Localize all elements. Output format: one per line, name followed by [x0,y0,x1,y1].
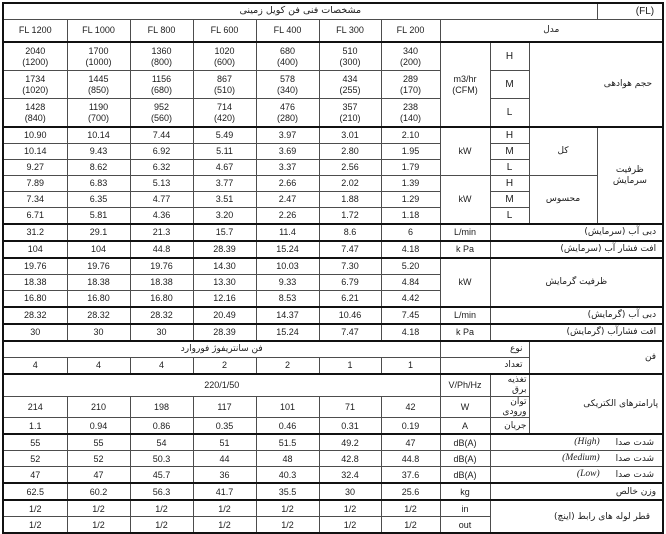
airflow-m3hr-value: 357 [342,102,358,113]
value-cell: 11.4 [256,224,319,241]
value-cell: 8.62 [67,160,130,176]
sound-label: شدت صدا [615,453,655,464]
sound-low-tag: (Low) [576,469,600,480]
airflow-m3hr-value: 714 [216,102,233,113]
value-cell: 40.3 [256,467,319,484]
value-cell: 12.16 [193,291,256,308]
value-cell: 28.39 [193,324,256,341]
value-cell: 3.20 [193,208,256,225]
pressure-drop-cooling-unit: k Pa [440,241,490,258]
value-cell: 55 [3,434,67,451]
value-cell: 30 [130,324,193,341]
value-cell: 15.24 [256,241,319,258]
value-cell: 35.5 [256,483,319,500]
speed-medium: M [490,144,529,160]
value-cell: 0.31 [319,418,381,435]
airflow-cfm-value: (800) [150,56,172,67]
value-cell: 18.38 [3,275,67,291]
pipe-diameter-label: قطر لوله های رابط (اینچ) [490,500,663,533]
value-cell: 8.53 [256,291,319,308]
airflow-m3hr-value: 1020 [214,46,235,57]
value-cell: 19.76 [67,258,130,275]
airflow-m3hr-value: 238 [402,102,419,113]
value-cell: 4.84 [381,275,440,291]
speed-medium: M [490,192,529,208]
sound-high-label [490,434,663,451]
airflow-cfm-value: (1000) [85,56,112,67]
value-cell: 10.14 [3,144,67,160]
pipe-in-unit: in [440,500,490,517]
value-cell: 1 [381,358,440,375]
airflow-cfm-value: (200) [399,56,421,67]
value-cell: 15.24 [256,324,319,341]
value-cell: 1/2 [256,517,319,534]
value-cell: 7.47 [319,324,381,341]
value-cell: 8.6 [319,224,381,241]
airflow-cell [381,99,440,128]
value-cell: 25.6 [381,483,440,500]
airflow-cfm-value: (1200) [22,56,49,67]
airflow-cell [3,99,67,128]
value-cell: 52 [3,451,67,467]
value-cell: 5.13 [130,176,193,192]
airflow-cell [67,99,130,128]
value-cell: 2.02 [319,176,381,192]
airflow-m3hr-value: 578 [279,74,296,85]
value-cell: 62.5 [3,483,67,500]
airflow-m3hr-value: 680 [279,46,296,57]
spec-table [2,2,664,534]
value-cell: 0.46 [256,418,319,435]
value-cell: 1/2 [130,500,193,517]
airflow-label: حجم هوادهی [529,42,663,127]
value-cell: 4.18 [381,241,440,258]
value-cell: 1.29 [381,192,440,208]
airflow-m3hr-value: 1190 [88,102,109,113]
value-cell: 36 [193,467,256,484]
airflow-cfm-value: (840) [24,112,46,123]
value-cell: 3.97 [256,127,319,144]
value-cell: 1/2 [193,500,256,517]
value-cell: 7.30 [319,258,381,275]
airflow-cell [319,99,381,128]
value-cell: 54 [130,434,193,451]
value-cell: 117 [193,396,256,418]
column-header-fl1000: FL 1000 [67,20,130,43]
value-cell: 14.30 [193,258,256,275]
net-weight-label: وزن خالص [490,483,663,500]
value-cell: 6.21 [319,291,381,308]
value-cell: 9.43 [67,144,130,160]
value-cell: 4 [67,358,130,375]
value-cell: 21.3 [130,224,193,241]
table-title: مشخصات فنی فن کویل زمینی [3,3,597,20]
value-cell: 104 [67,241,130,258]
airflow-m3hr-value: 1360 [151,46,172,57]
value-cell: 42.8 [319,451,381,467]
pressure-drop-cooling-label: افت فشار آب (سرمایش) [490,241,663,258]
value-cell: 5.11 [193,144,256,160]
value-cell: 3.37 [256,160,319,176]
value-cell: 7.44 [130,127,193,144]
value-cell: 2.66 [256,176,319,192]
value-cell: 10.03 [256,258,319,275]
heating-capacity-label: ظرفیت گرمایش [490,258,663,307]
value-cell: 1.95 [381,144,440,160]
sound-low-unit: dB(A) [440,467,490,484]
airflow-cfm-value: (280) [276,112,298,123]
column-header-fl400: FL 400 [256,20,319,43]
value-cell: 7.34 [3,192,67,208]
airflow-cfm-value: (340) [276,84,298,95]
value-cell: 4.18 [381,324,440,341]
value-cell: 47 [3,467,67,484]
value-cell: 4.36 [130,208,193,225]
value-cell: 1.88 [319,192,381,208]
value-cell: 1/2 [67,517,130,534]
value-cell: 50.3 [130,451,193,467]
value-cell: 9.33 [256,275,319,291]
airflow-m3hr-value: 1445 [88,74,109,85]
water-flow-cooling-unit: L/min [440,224,490,241]
value-cell: 1/2 [319,500,381,517]
value-cell: 5.20 [381,258,440,275]
value-cell: 1/2 [381,500,440,517]
airflow-cfm-value: (255) [339,84,361,95]
value-cell: 31.2 [3,224,67,241]
value-cell: 198 [130,396,193,418]
airflow-cell [256,99,319,128]
airflow-cfm-value: (510) [213,84,235,95]
sound-label: شدت صدا [615,437,655,448]
value-cell: 1.18 [381,208,440,225]
speed-low: L [490,208,529,225]
airflow-cell [319,71,381,99]
value-cell: 45.7 [130,467,193,484]
value-cell: 5.49 [193,127,256,144]
value-cell: 28.39 [193,241,256,258]
value-cell: 1/2 [256,500,319,517]
fan-type-label: نوع [440,341,529,358]
airflow-m3hr-value: 2040 [25,46,46,57]
cooling-sensible-unit: kW [440,176,490,225]
airflow-cell [130,99,193,128]
value-cell: 2.80 [319,144,381,160]
column-header-fl300: FL 300 [319,20,381,43]
airflow-cfm-value: (170) [399,84,421,95]
value-cell: 13.30 [193,275,256,291]
value-cell: 3.77 [193,176,256,192]
value-cell: 2 [256,358,319,375]
pressure-drop-heating-label: افت فشارآب (گرمایش) [490,324,663,341]
value-cell: 1/2 [3,500,67,517]
value-cell: 6.71 [3,208,67,225]
airflow-cell [256,42,319,71]
pipe-out-unit: out [440,517,490,534]
net-weight-unit: kg [440,483,490,500]
value-cell: 30 [319,483,381,500]
value-cell: 210 [67,396,130,418]
value-cell: 3.51 [193,192,256,208]
value-cell: 2 [193,358,256,375]
value-cell: 7.47 [319,241,381,258]
airflow-m3hr-value: 1700 [88,46,109,57]
current-unit: A [440,418,490,435]
value-cell: 0.19 [381,418,440,435]
airflow-m3hr-value: 867 [216,74,233,85]
value-cell: 2.56 [319,160,381,176]
value-cell: 3.01 [319,127,381,144]
airflow-cell [319,42,381,71]
value-cell: 47 [381,434,440,451]
airflow-cell [193,42,256,71]
value-cell: 4 [130,358,193,375]
airflow-cell [381,71,440,99]
sound-medium-tag: (Medium) [562,453,600,464]
sound-medium-label [490,451,663,467]
value-cell: 29.1 [67,224,130,241]
value-cell: 20.49 [193,307,256,324]
airflow-m3hr-value: 476 [279,102,296,113]
value-cell: 60.2 [67,483,130,500]
value-cell: 6.79 [319,275,381,291]
value-cell: 10.14 [67,127,130,144]
sound-high-unit: dB(A) [440,434,490,451]
value-cell: 1/2 [130,517,193,534]
airflow-m3hr-value: 1734 [25,74,46,85]
value-cell: 44.8 [381,451,440,467]
airflow-cell [130,42,193,71]
value-cell: 56.3 [130,483,193,500]
airflow-cell [130,71,193,99]
value-cell: 47 [67,467,130,484]
value-cell: 30 [3,324,67,341]
value-cell: 28.32 [130,307,193,324]
value-cell: 1.79 [381,160,440,176]
value-cell: 0.35 [193,418,256,435]
value-cell: 19.76 [130,258,193,275]
value-cell: 214 [3,396,67,418]
value-cell: 48 [256,451,319,467]
value-cell: 30 [67,324,130,341]
airflow-cfm-value: (140) [399,112,421,123]
value-cell: 3.69 [256,144,319,160]
airflow-cell [381,42,440,71]
sound-high-tag: (High) [574,437,600,448]
value-cell: 1.39 [381,176,440,192]
value-cell: 1/2 [319,517,381,534]
airflow-cfm-value: (680) [150,84,172,95]
value-cell: 1.1 [3,418,67,435]
input-power-unit: W [440,396,490,418]
airflow-cfm-value: (420) [213,112,235,123]
column-header-fl800: FL 800 [130,20,193,43]
airflow-cfm-value: (700) [87,112,109,123]
speed-high: H [490,42,529,71]
value-cell: 15.7 [193,224,256,241]
value-cell: 18.38 [130,275,193,291]
airflow-m3hr-value: 1428 [25,102,46,113]
pressure-drop-heating-unit: k Pa [440,324,490,341]
series-tag: (FL) [597,3,663,20]
cooling-sensible-label: محسوس [529,176,597,225]
power-supply-unit: V/Ph/Hz [440,374,490,396]
value-cell: 2.10 [381,127,440,144]
airflow-unit [440,42,490,127]
value-cell: 51.5 [256,434,319,451]
unit-m3hr: m3/hr [453,74,477,85]
sound-low-label [490,467,663,484]
value-cell: 0.94 [67,418,130,435]
value-cell: 16.80 [3,291,67,308]
value-cell: 42 [381,396,440,418]
power-supply-value: 220/1/50 [3,374,440,396]
airflow-cell [3,71,67,99]
airflow-cell [3,42,67,71]
value-cell: 1/2 [67,500,130,517]
value-cell: 16.80 [67,291,130,308]
value-cell: 14.37 [256,307,319,324]
value-cell: 52 [67,451,130,467]
water-flow-heating-label: دبی آب (گرمایش) [490,307,663,324]
fan-label: فن [529,341,663,374]
value-cell: 51 [193,434,256,451]
value-cell: 32.4 [319,467,381,484]
value-cell: 0.86 [130,418,193,435]
value-cell: 1/2 [381,517,440,534]
column-header-fl1200: FL 1200 [3,20,67,43]
cooling-total-label: کل [529,127,597,176]
value-cell: 7.45 [381,307,440,324]
airflow-cell [193,99,256,128]
airflow-m3hr-value: 510 [342,46,358,57]
heating-unit: kW [440,258,490,307]
speed-high: H [490,176,529,192]
airflow-cfm-value: (210) [339,112,361,123]
value-cell: 1/2 [3,517,67,534]
model-header: مدل [440,20,663,43]
value-cell: 6 [381,224,440,241]
value-cell: 19.76 [3,258,67,275]
value-cell: 101 [256,396,319,418]
value-cell: 49.2 [319,434,381,451]
water-flow-heating-unit: L/min [440,307,490,324]
airflow-m3hr-value: 1156 [151,74,172,85]
column-header-fl200: FL 200 [381,20,440,43]
value-cell: 41.7 [193,483,256,500]
airflow-cfm-value: (600) [213,56,235,67]
value-cell: 55 [67,434,130,451]
value-cell: 1 [319,358,381,375]
value-cell: 1/2 [193,517,256,534]
electrical-params-label: پارامترهای الکتریکی [529,374,663,434]
sound-label: شدت صدا [615,469,655,480]
value-cell: 6.92 [130,144,193,160]
airflow-cfm-value: (300) [339,56,361,67]
value-cell: 6.32 [130,160,193,176]
value-cell: 9.27 [3,160,67,176]
column-header-fl600: FL 600 [193,20,256,43]
speed-low: L [490,99,529,128]
airflow-m3hr-value: 952 [153,102,170,113]
value-cell: 2.47 [256,192,319,208]
value-cell: 44.8 [130,241,193,258]
speed-low: L [490,160,529,176]
value-cell: 10.90 [3,127,67,144]
value-cell: 28.32 [3,307,67,324]
airflow-cell [256,71,319,99]
fan-qty-label: تعداد [440,358,529,375]
value-cell: 71 [319,396,381,418]
speed-high: H [490,127,529,144]
unit-cfm: (CFM) [452,84,478,95]
value-cell: 7.89 [3,176,67,192]
airflow-m3hr-value: 434 [342,74,358,85]
value-cell: 6.35 [67,192,130,208]
value-cell: 37.6 [381,467,440,484]
value-cell: 18.38 [67,275,130,291]
value-cell: 2.26 [256,208,319,225]
value-cell: 104 [3,241,67,258]
airflow-cell [193,71,256,99]
value-cell: 10.46 [319,307,381,324]
airflow-cell [67,71,130,99]
cooling-total-unit: kW [440,127,490,176]
airflow-cfm-value: (1020) [22,84,49,95]
input-power-label: توان ورودی [490,396,529,418]
value-cell: 1.72 [319,208,381,225]
airflow-cfm-value: (850) [87,84,109,95]
value-cell: 16.80 [130,291,193,308]
airflow-m3hr-value: 289 [402,74,419,85]
value-cell: 4.42 [381,291,440,308]
airflow-cell [67,42,130,71]
cooling-capacity-label: ظرفیت سرمایش [597,127,663,224]
value-cell: 6.83 [67,176,130,192]
fan-type-value: فن سانتریفوژ فوروارد [3,341,440,358]
value-cell: 4.67 [193,160,256,176]
speed-medium: M [490,71,529,99]
airflow-cfm-value: (400) [276,56,298,67]
value-cell: 44 [193,451,256,467]
value-cell: 5.81 [67,208,130,225]
value-cell: 4 [3,358,67,375]
water-flow-cooling-label: دبی آب (سرمایش) [490,224,663,241]
airflow-cfm-value: (560) [150,112,172,123]
power-supply-label: تغذیه برق [490,374,529,396]
airflow-m3hr-value: 340 [402,46,419,57]
value-cell: 4.77 [130,192,193,208]
sound-medium-unit: dB(A) [440,451,490,467]
value-cell: 28.32 [67,307,130,324]
current-label: جریان [490,418,529,435]
